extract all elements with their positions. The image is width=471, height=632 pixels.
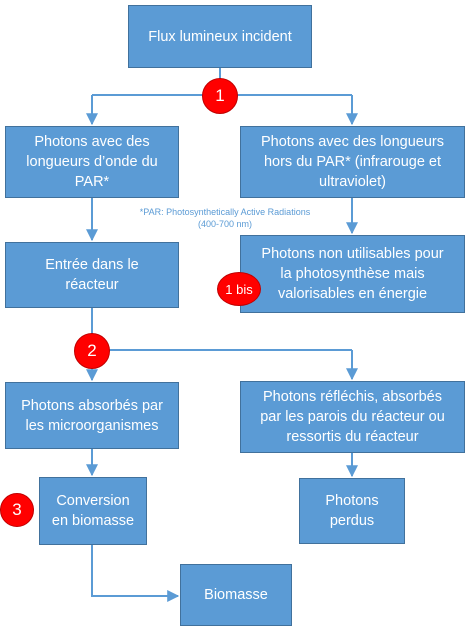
biomass-label: Biomasse	[204, 587, 268, 603]
lost-photons-label: Photons perdus	[325, 493, 379, 529]
par-photons-label: Photons avec des longueurs d’onde du PAR*	[26, 134, 158, 190]
reactor-entry-label: Entrée dans le réacteur	[45, 257, 139, 293]
step-1-bis-badge: 1 bis	[217, 272, 261, 306]
incident-flux-label: Flux lumineux incident	[148, 28, 292, 45]
arrow-to-biomass	[92, 545, 178, 596]
unusable-photons-box	[240, 235, 465, 313]
reactor-entry-box	[5, 242, 179, 308]
absorbed-photons-label: Photons absorbés par les microorganismes	[21, 397, 163, 434]
step-2-badge: 2	[74, 333, 110, 369]
biomass-conversion-label: Conversion en biomasse	[51, 493, 135, 529]
non-par-photons-box	[240, 126, 465, 198]
par-photons-box	[5, 126, 179, 198]
unusable-photons-label: Photons non utilisables pour la photosynthèse mais valorisables en énergie	[261, 246, 444, 302]
biomass-box	[180, 564, 292, 626]
lost-photons-box	[299, 478, 405, 544]
reflected-photons-box	[240, 381, 465, 453]
incident-flux-box	[128, 5, 312, 68]
par-footnote: *PAR: Photosynthetically Active Radiations (400-700 nm)	[139, 207, 311, 229]
step-1-badge: 1	[202, 78, 238, 114]
reflected-photons-label: Photons réfléchis, absorbés par les parois du réacteur ou ressortis du réacteur	[260, 389, 445, 445]
biomass-conversion-box	[39, 477, 147, 545]
step-3-badge: 3	[0, 493, 34, 527]
absorbed-photons-box	[5, 382, 179, 449]
non-par-photons-label: Photons avec des longueurs hors du PAR* (infrarouge et ultraviolet)	[261, 134, 444, 190]
